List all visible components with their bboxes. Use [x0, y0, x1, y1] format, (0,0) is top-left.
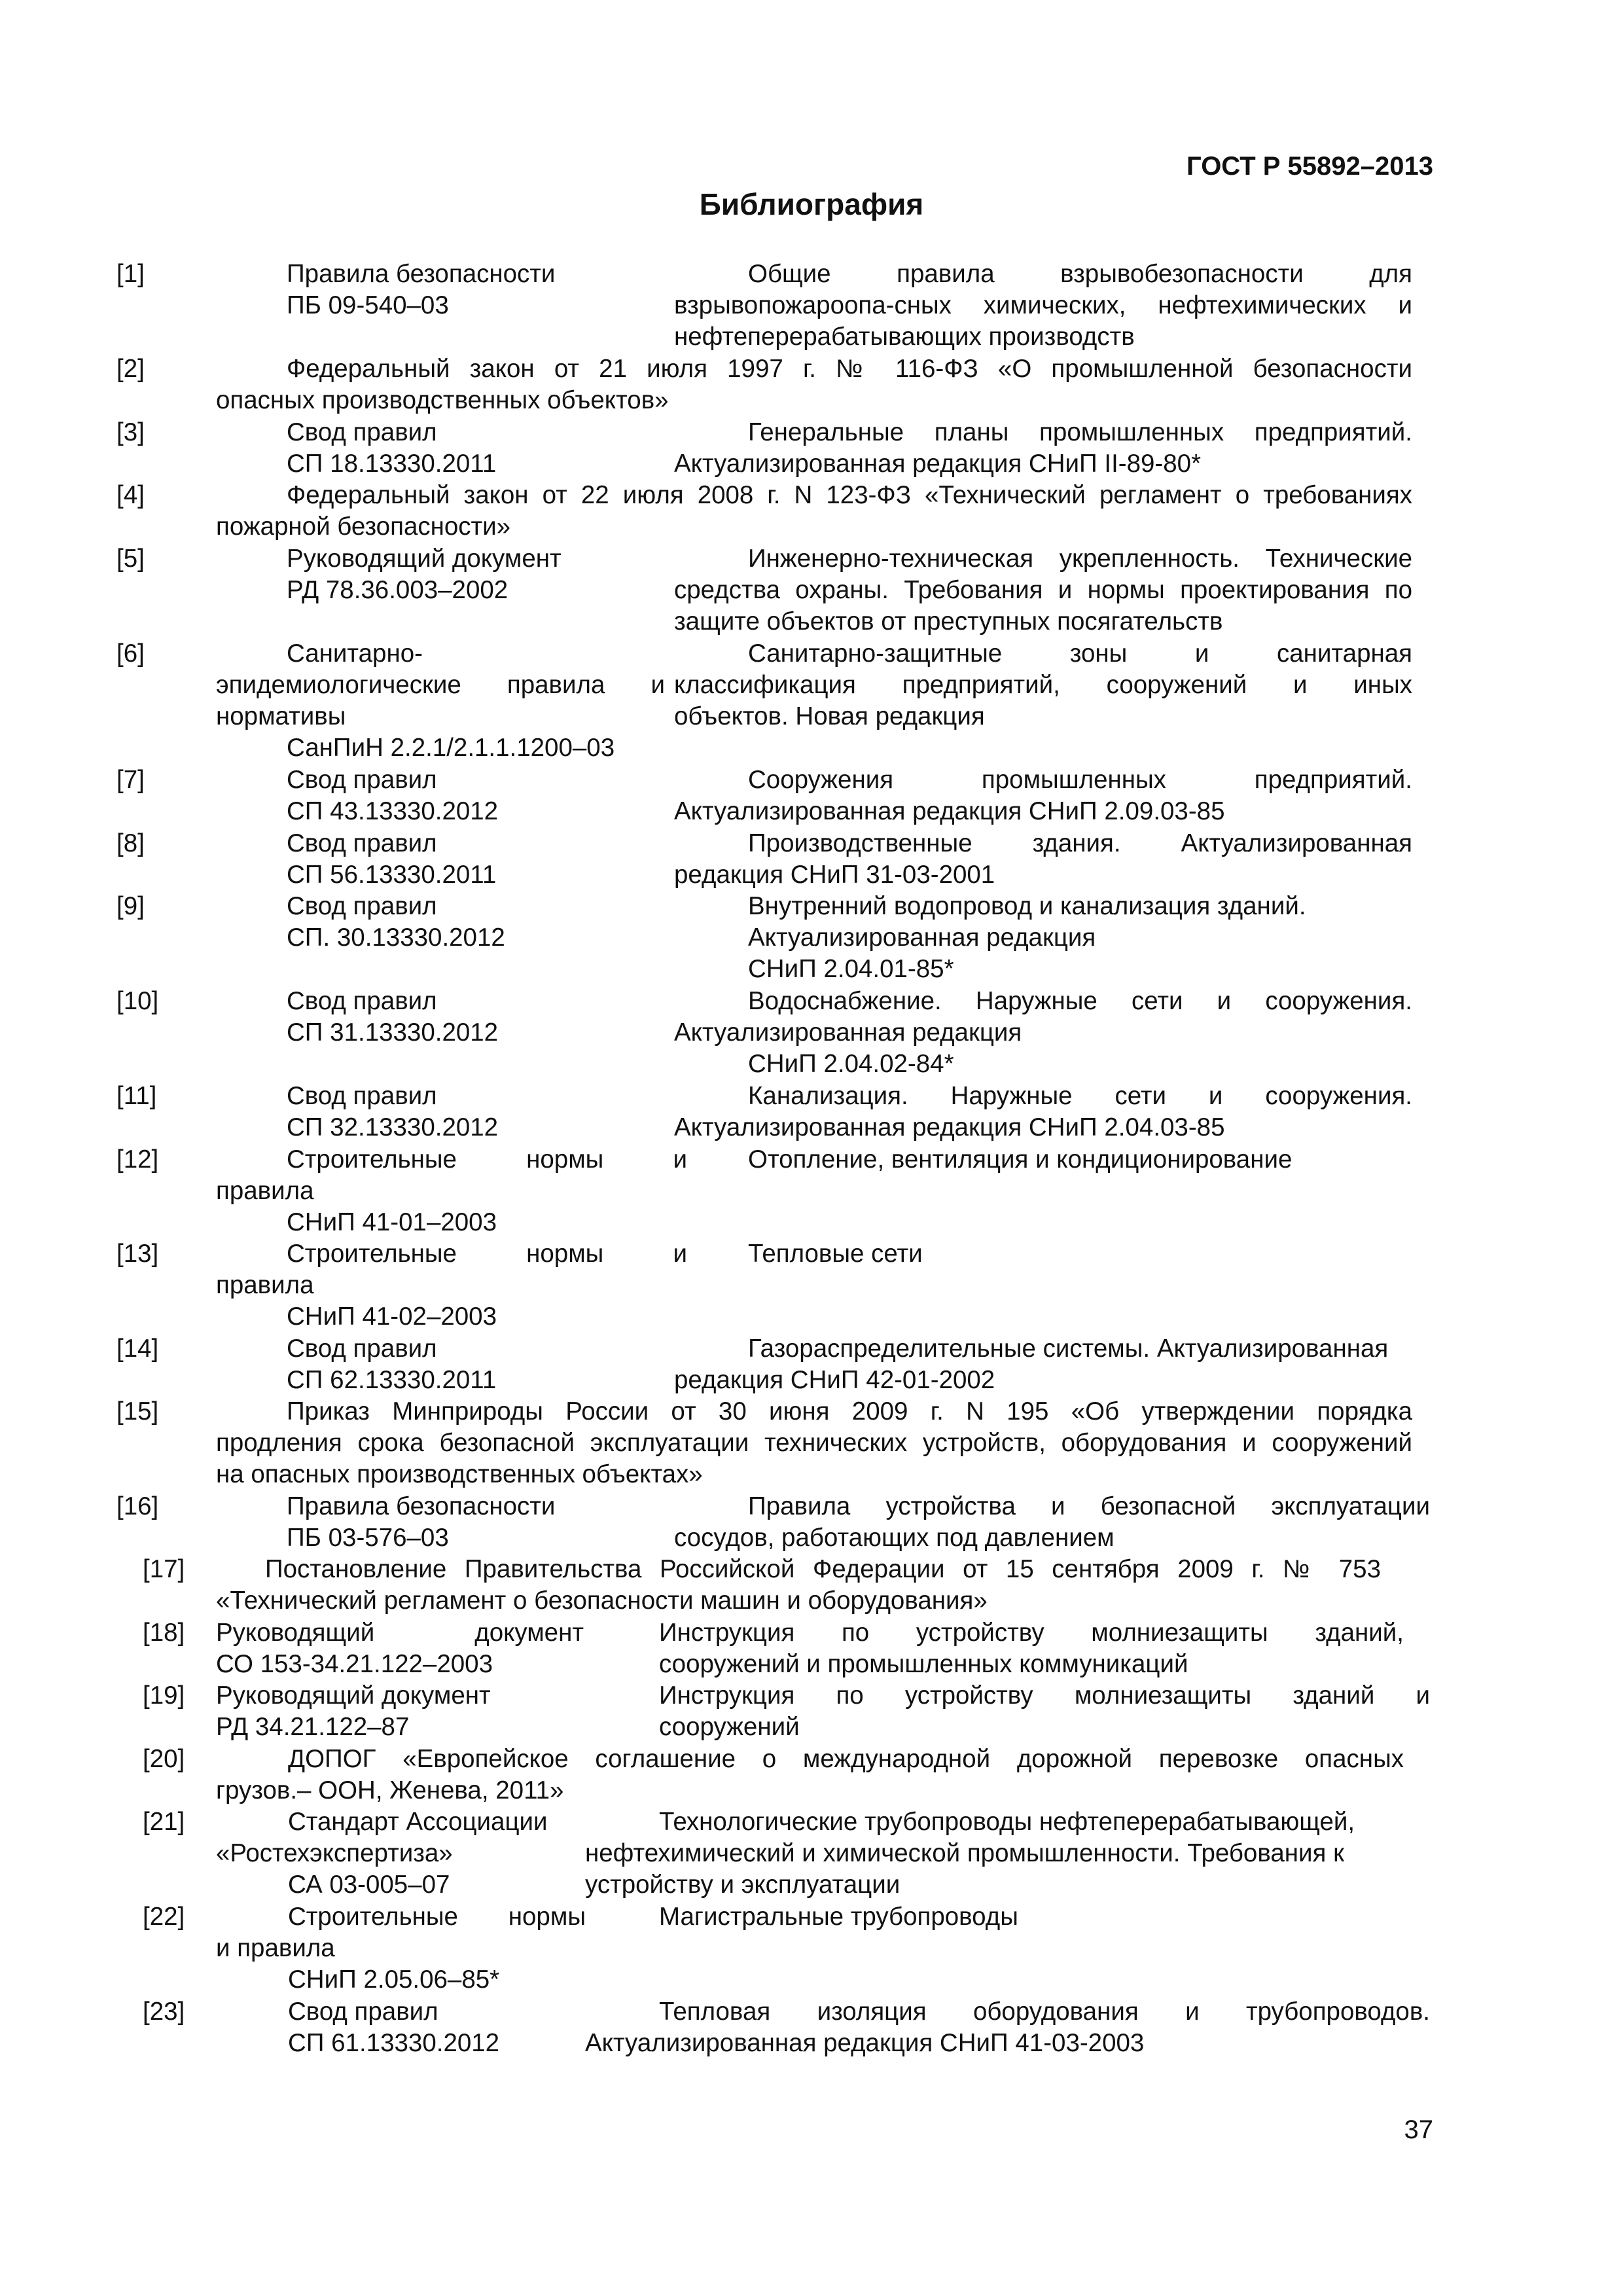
reference-line: Строительные нормы и: [287, 1145, 687, 1174]
reference-line: Сооружения промышленных предприятий.: [748, 766, 1412, 794]
reference-line: СП 43.13330.2012: [287, 797, 499, 825]
reference-line: пожарной безопасности»: [216, 512, 511, 541]
reference-line: Актуализированная редакция СНиП II-89-80*: [674, 450, 1202, 478]
reference-number: [21]: [143, 1808, 185, 1836]
reference-line: Постановление Правительства Российской Федерации от 15 сентября 2009 г. № 753: [265, 1555, 1381, 1583]
reference-line: ПБ 03-576–03: [287, 1524, 449, 1552]
reference-line: Свод правил: [287, 987, 437, 1015]
reference-line: Производственные здания. Актуализированная: [748, 829, 1412, 857]
reference-line: СНиП 41-02–2003: [287, 1302, 497, 1331]
reference-line: СНиП 2.04.02-84*: [748, 1050, 954, 1078]
reference-line: Правила устройства и безопасной эксплуатации: [748, 1492, 1430, 1520]
reference-line: нефтехимический и химической промышленности. Требования к: [585, 1839, 1344, 1867]
reference-line: правила: [216, 1177, 314, 1205]
reference-line: Свод правил: [287, 1335, 437, 1363]
reference-line: устройству и эксплуатации: [585, 1871, 901, 1899]
reference-number: [19]: [143, 1681, 185, 1710]
reference-number: [18]: [143, 1619, 185, 1647]
reference-line: Инструкция по устройству молниезащиты зданий и: [659, 1681, 1430, 1710]
reference-number: [8]: [116, 829, 145, 857]
reference-line: Свод правил: [287, 766, 437, 794]
reference-line: «Технический регламент о безопасности машин и оборудования»: [216, 1587, 988, 1615]
reference-line: Актуализированная редакция СНиП 2.04.03-85: [674, 1113, 1225, 1141]
reference-number: [10]: [116, 987, 159, 1015]
reference-line: Отопление, вентиляция и кондиционирование: [748, 1145, 1293, 1174]
reference-line: грузов.– ООН, Женева, 2011»: [216, 1776, 564, 1804]
reference-number: [2]: [116, 355, 145, 383]
reference-line: Строительные нормы и: [287, 1240, 687, 1268]
reference-line: защите объектов от преступных посягательств: [674, 607, 1223, 636]
reference-line: Актуализированная редакция: [674, 1018, 1022, 1047]
reference-line: СНиП 2.04.01-85*: [748, 955, 954, 983]
reference-line: Свод правил: [287, 1082, 437, 1110]
reference-line: Внутренний водопровод и канализация зданий.: [748, 892, 1306, 920]
reference-number: [9]: [116, 892, 145, 920]
reference-line: Строительные нормы: [288, 1903, 586, 1931]
reference-line: Санитарно-: [287, 639, 423, 668]
reference-line: и правила: [216, 1934, 335, 1962]
reference-line: Федеральный закон от 21 июля 1997 г. № 116-ФЗ «О промышленной безопасности: [287, 355, 1412, 383]
reference-line: Правила безопасности: [287, 1492, 556, 1520]
page-title: Библиография: [699, 187, 924, 221]
reference-line: ДОПОГ «Европейское соглашение о международной дорожной перевозке опасных: [288, 1745, 1404, 1773]
reference-line: СНиП 2.05.06–85*: [288, 1965, 500, 1994]
reference-number: [20]: [143, 1745, 185, 1773]
reference-line: редакция СНиП 42-01-2002: [674, 1366, 995, 1394]
reference-number: [6]: [116, 639, 145, 668]
reference-line: Руководящий документ: [287, 545, 562, 573]
reference-number: [4]: [116, 481, 145, 509]
reference-line: классификация предприятий, сооружений и иных: [674, 671, 1412, 699]
reference-line: средства охраны. Требования и нормы проектирования по: [674, 576, 1412, 604]
reference-line: СП 18.13330.2011: [287, 450, 497, 478]
reference-line: Водоснабжение. Наружные сети и сооружения.: [748, 987, 1412, 1015]
reference-number: [16]: [116, 1492, 159, 1520]
reference-line: редакция СНиП 31-03-2001: [674, 861, 995, 889]
reference-line: Инструкция по устройству молниезащиты зданий,: [659, 1619, 1404, 1647]
reference-number: [7]: [116, 766, 145, 794]
reference-line: Руководящий документ: [216, 1681, 491, 1710]
reference-line: Газораспределительные системы. Актуализированная: [748, 1335, 1389, 1363]
reference-line: продления срока безопасной эксплуатации технических устройств, оборудования и сооружений: [216, 1429, 1412, 1457]
reference-line: ПБ 09-540–03: [287, 291, 449, 319]
reference-number: [12]: [116, 1145, 159, 1174]
reference-line: СП 62.13330.2011: [287, 1366, 497, 1394]
reference-line: РД 34.21.122–87: [216, 1713, 410, 1741]
reference-line: Свод правил: [287, 418, 437, 446]
reference-line: Федеральный закон от 22 июля 2008 г. N 123-ФЗ «Технический регламент о требованиях: [287, 481, 1412, 509]
reference-number: [14]: [116, 1335, 159, 1363]
reference-line: Тепловые сети: [748, 1240, 923, 1268]
reference-line: СП 32.13330.2012: [287, 1113, 499, 1141]
reference-number: [3]: [116, 418, 145, 446]
reference-line: СП. 30.13330.2012: [287, 924, 505, 952]
reference-number: [15]: [116, 1397, 159, 1426]
reference-line: СНиП 41-01–2003: [287, 1208, 497, 1236]
reference-number: [5]: [116, 545, 145, 573]
reference-number: [11]: [116, 1082, 157, 1110]
reference-line: Правила безопасности: [287, 260, 556, 288]
reference-line: эпидемиологические правила и: [216, 671, 665, 699]
document-code: ГОСТ Р 55892–2013: [1186, 152, 1433, 181]
reference-line: опасных производственных объектов»: [216, 386, 669, 414]
reference-line: Свод правил: [287, 892, 437, 920]
reference-line: объектов. Новая редакция: [674, 702, 985, 730]
reference-number: [22]: [143, 1903, 185, 1931]
reference-line: сооружений: [659, 1713, 800, 1741]
reference-line: сосудов, работающих под давлением: [674, 1524, 1115, 1552]
reference-line: нормативы: [216, 702, 346, 730]
reference-line: взрывопожароопа-сных химических, нефтехимических и: [674, 291, 1412, 319]
reference-line: Руководящий документ: [216, 1619, 584, 1647]
reference-line: Общие правила взрывобезопасности для: [748, 260, 1412, 288]
reference-line: Санитарно-защитные зоны и санитарная: [748, 639, 1412, 668]
reference-line: сооружений и промышленных коммуникаций: [659, 1650, 1188, 1678]
reference-line: СО 153-34.21.122–2003: [216, 1650, 493, 1678]
reference-number: [23]: [143, 1998, 185, 2026]
reference-line: Стандарт Ассоциации: [288, 1808, 548, 1836]
reference-line: «Ростехэкспертиза»: [216, 1839, 453, 1867]
reference-line: Актуализированная редакция: [748, 924, 1096, 952]
reference-line: Актуализированная редакция СНиП 2.09.03-85: [674, 797, 1225, 825]
reference-number: [1]: [116, 260, 145, 288]
reference-line: правила: [216, 1271, 314, 1299]
page-number: 37: [1404, 2115, 1433, 2144]
reference-line: Генеральные планы промышленных предприятий.: [748, 418, 1412, 446]
reference-line: Тепловая изоляция оборудования и трубопроводов.: [659, 1998, 1430, 2026]
reference-line: СанПиН 2.2.1/2.1.1.1200–03: [287, 734, 615, 762]
reference-line: СП 61.13330.2012: [288, 2029, 500, 2057]
reference-number: [17]: [143, 1555, 185, 1583]
reference-line: на опасных производственных объектах»: [216, 1460, 703, 1488]
reference-line: Технологические трубопроводы нефтеперерабатывающей,: [659, 1808, 1355, 1836]
reference-line: нефтеперерабатывающих производств: [674, 323, 1135, 351]
reference-line: СП 31.13330.2012: [287, 1018, 499, 1047]
reference-line: Инженерно-техническая укрепленность. Технические: [748, 545, 1412, 573]
reference-line: Канализация. Наружные сети и сооружения.: [748, 1082, 1412, 1110]
reference-line: Приказ Минприроды России от 30 июня 2009 г. N 195 «Об утверждении порядка: [287, 1397, 1412, 1426]
reference-number: [13]: [116, 1240, 159, 1268]
reference-line: РД 78.36.003–2002: [287, 576, 508, 604]
reference-line: Свод правил: [288, 1998, 438, 2026]
reference-line: Свод правил: [287, 829, 437, 857]
reference-line: СП 56.13330.2011: [287, 861, 497, 889]
reference-line: Магистральные трубопроводы: [659, 1903, 1018, 1931]
reference-line: Актуализированная редакция СНиП 41-03-2003: [585, 2029, 1145, 2057]
reference-line: СА 03-005–07: [288, 1871, 450, 1899]
